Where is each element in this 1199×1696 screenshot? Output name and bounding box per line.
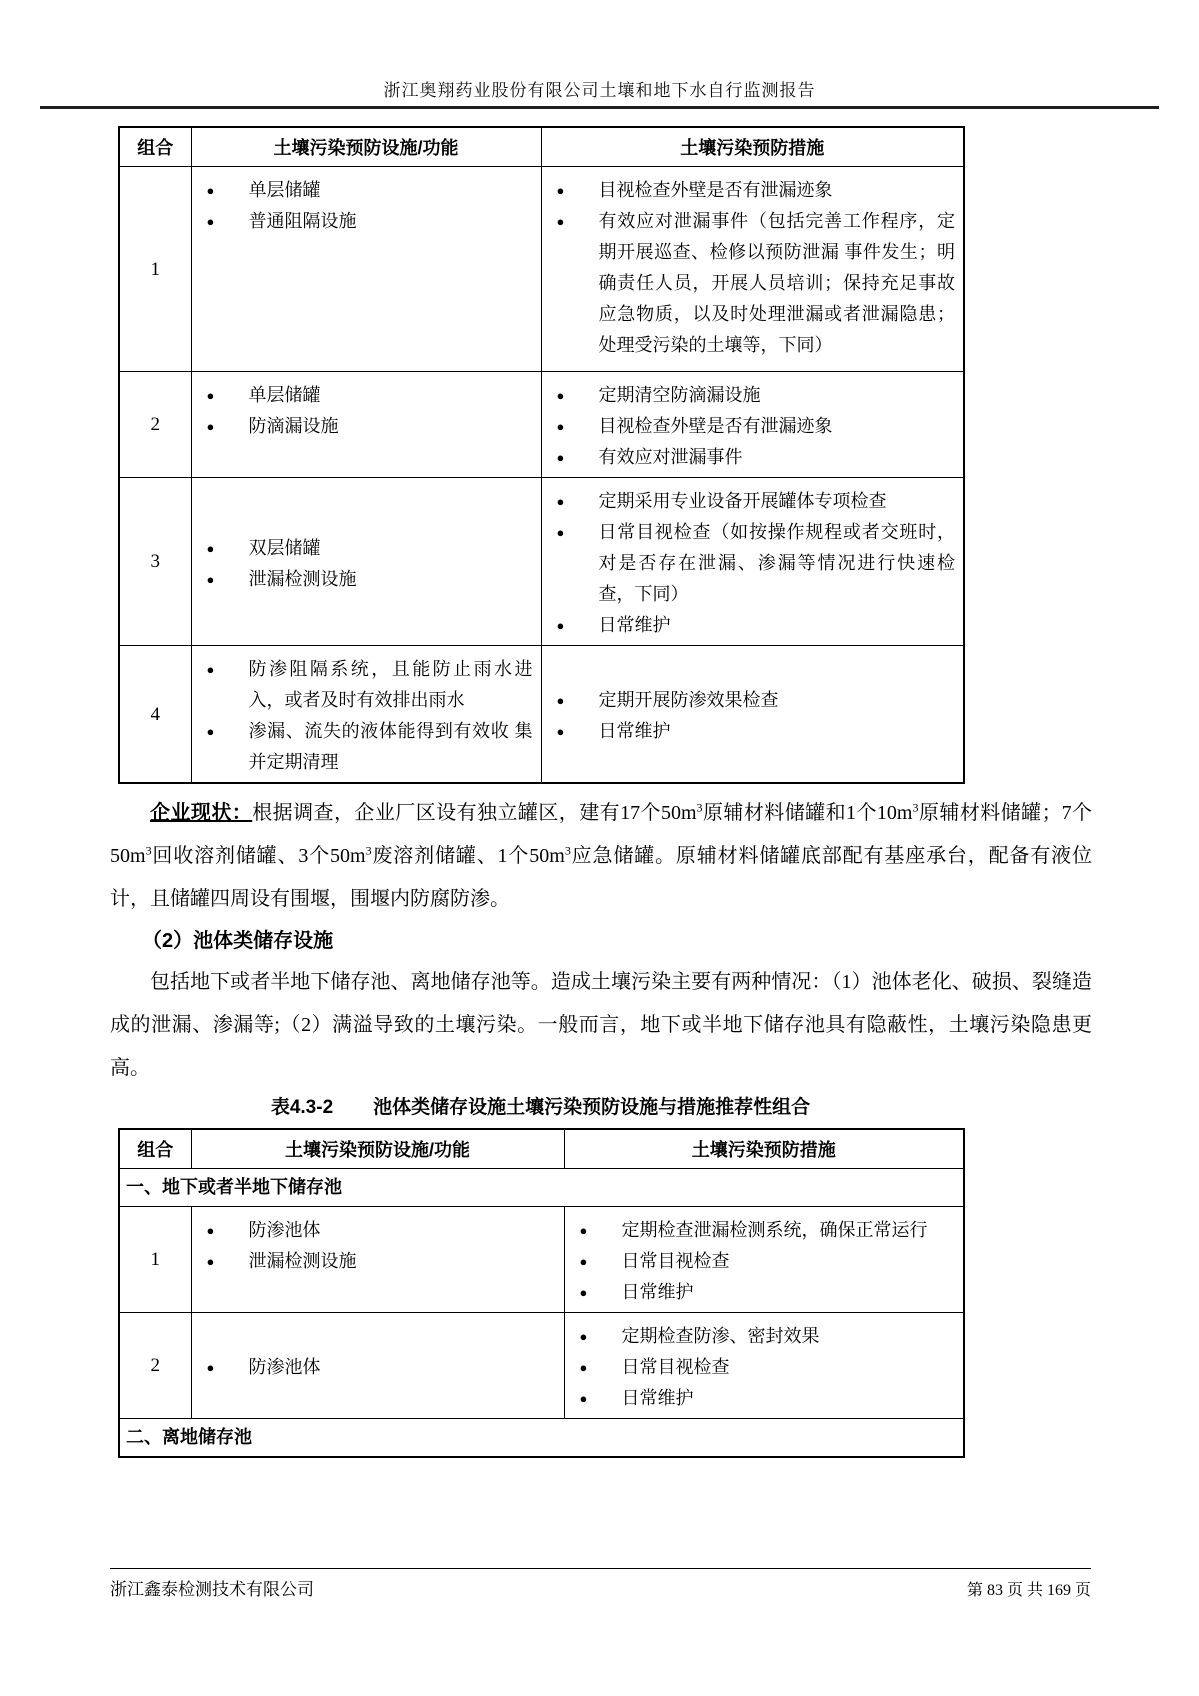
bullet-icon: ● bbox=[579, 1254, 588, 1269]
bullet-icon: ● bbox=[206, 662, 215, 677]
bullet-icon: ● bbox=[556, 525, 565, 540]
measure-cell bbox=[564, 1207, 964, 1313]
superscript-3: 3 bbox=[696, 800, 703, 815]
list-item: ● 防滴漏设施 bbox=[204, 411, 533, 442]
bullet-icon: ● bbox=[579, 1329, 588, 1344]
col-header-combination: 组合 bbox=[119, 127, 191, 167]
superscript-3: 3 bbox=[564, 843, 571, 858]
pool-description-paragraph: 包括地下或者半地下储存池、离地储存池等。造成土壤污染主要有两种情况：（1）池体老化、破损、裂缝造成的泄漏、渗漏等;（2）满溢导致的土壤污染。一般而言，地下或半地下储存池具有隐蔽性，土壤污染隐患更高。 bbox=[110, 971, 1092, 1079]
table-row bbox=[119, 167, 964, 372]
list-item: ● 日常目视检查（如按操作规程或者交班时，对是否存在泄漏、渗漏等情况进行快速检查，下同） bbox=[554, 517, 956, 610]
list-item: ● 泄漏检测设施 bbox=[204, 564, 533, 595]
combination-number: 2 bbox=[119, 372, 191, 478]
measure-cell bbox=[564, 1313, 964, 1419]
table-caption-number: 表4.3-2 bbox=[270, 1097, 334, 1118]
list-item: ● 普通阻隔设施 bbox=[204, 206, 533, 237]
facility-cell bbox=[191, 1207, 564, 1313]
list-item: ● 定期开展防渗效果检查 bbox=[554, 685, 956, 716]
facility-cell bbox=[191, 167, 541, 372]
list-item: ● 双层储罐 bbox=[204, 533, 533, 564]
bullet-icon: ● bbox=[206, 388, 215, 403]
measure-cell bbox=[541, 372, 964, 478]
list-item: ● 日常维护 bbox=[577, 1277, 956, 1308]
facility-cell bbox=[191, 1313, 564, 1419]
bullet-icon: ● bbox=[556, 419, 565, 434]
bullet-icon: ● bbox=[579, 1391, 588, 1406]
pool-prevention-table bbox=[118, 1128, 965, 1458]
list-item: ● 防渗阻隔系统，且能防止雨水进 入，或者及时有效排出雨水 bbox=[204, 654, 533, 716]
table-row bbox=[119, 1207, 964, 1313]
bullet-icon: ● bbox=[579, 1223, 588, 1238]
list-item: ● 单层储罐 bbox=[204, 380, 533, 411]
bullet-icon: ● bbox=[556, 724, 565, 739]
facility-cell bbox=[191, 646, 541, 784]
bullet-icon: ● bbox=[556, 388, 565, 403]
bullet-icon: ● bbox=[579, 1285, 588, 1300]
col-header-facility: 土壤污染预防设施/功能 bbox=[191, 1129, 564, 1169]
table-header-row bbox=[119, 1129, 964, 1169]
list-item: ● 防渗池体 bbox=[204, 1352, 556, 1383]
table-caption bbox=[118, 1094, 963, 1122]
list-item: ● 定期清空防滴漏设施 bbox=[554, 380, 956, 411]
bullet-icon: ● bbox=[206, 183, 215, 198]
footer-company: 浙江鑫泰检测技术有限公司 bbox=[110, 1580, 314, 1599]
section-title-underground: 一、地下或者半地下储存池 bbox=[119, 1169, 964, 1207]
section-row bbox=[119, 1169, 964, 1207]
list-item: ● 定期检查防渗、密封效果 bbox=[577, 1321, 956, 1352]
section-title-aboveground: 二、离地储存池 bbox=[119, 1419, 964, 1458]
list-item: ● 目视检查外壁是否有泄漏迹象 bbox=[554, 411, 956, 442]
list-item: ● 定期检查泄漏检测系统，确保正常运行 bbox=[577, 1215, 956, 1246]
footer-divider bbox=[110, 1568, 1091, 1569]
bullet-icon: ● bbox=[206, 214, 215, 229]
bullet-icon: ● bbox=[556, 183, 565, 198]
combination-number: 3 bbox=[119, 478, 191, 646]
col-header-combination: 组合 bbox=[119, 1129, 191, 1169]
bullet-icon: ● bbox=[556, 618, 565, 633]
superscript-3: 3 bbox=[912, 800, 919, 815]
table-row bbox=[119, 372, 964, 478]
section-heading-pool-storage: （2）池体类储存设施 bbox=[142, 930, 334, 952]
list-item: ● 防渗池体 bbox=[204, 1215, 556, 1246]
list-item: ● 定期采用专业设备开展罐体专项检查 bbox=[554, 486, 956, 517]
table-header-row bbox=[119, 127, 964, 167]
measure-cell bbox=[541, 478, 964, 646]
list-item: ● 日常维护 bbox=[554, 610, 956, 641]
section-row bbox=[119, 1419, 964, 1458]
page-content bbox=[110, 126, 1092, 1458]
bullet-icon: ● bbox=[556, 693, 565, 708]
list-item: ● 目视检查外壁是否有泄漏迹象 bbox=[554, 175, 956, 206]
bullet-icon: ● bbox=[206, 419, 215, 434]
footer-page-number: 第 83 页 共 169 页 bbox=[966, 1582, 1091, 1599]
list-item: ● 日常维护 bbox=[577, 1383, 956, 1414]
paragraph-label: 企业现状： bbox=[150, 802, 253, 824]
list-item: ● 日常目视检查 bbox=[577, 1246, 956, 1277]
enterprise-status-paragraph: 企业现状：根据调查，企业厂区设有独立罐区，建有17个$50m^3$原辅材料储罐和1个$10m^3$原辅材料储罐；7个$50m^3$回收溶剂储罐、3个$50m^3$废溶剂储罐、1个$50m^3$应急储罐。原辅材料储罐底部配有基座承台，配备有液位计，且储罐四周设有围堰，围堰内防腐防渗。 bbox=[110, 800, 1093, 910]
page-footer bbox=[110, 1575, 1091, 1600]
header-divider bbox=[40, 106, 1159, 109]
list-item: ● 单层储罐 bbox=[204, 175, 533, 206]
bullet-icon: ● bbox=[579, 1360, 588, 1375]
list-item: ● 泄漏检测设施 bbox=[204, 1246, 556, 1277]
combination-number: 2 bbox=[119, 1313, 191, 1419]
col-header-facility: 土壤污染预防设施/功能 bbox=[191, 127, 541, 167]
list-item: ● 有效应对泄漏事件 bbox=[554, 442, 956, 473]
list-item: ● 日常目视检查 bbox=[577, 1352, 956, 1383]
bullet-icon: ● bbox=[206, 1360, 215, 1375]
col-header-measure: 土壤污染预防措施 bbox=[564, 1129, 964, 1169]
combination-number: 4 bbox=[119, 646, 191, 784]
list-item: ● 有效应对泄漏事件（包括完善工作程序，定期开展巡查、检修以预防泄漏 事件发生；明确责任人员，开展人员培训；保持充足事故应急物质，以及时处理泄漏或者泄漏隐患；处理受污染的土壤等，下同） bbox=[554, 206, 956, 361]
tank-prevention-table bbox=[118, 126, 965, 784]
table-row bbox=[119, 1313, 964, 1419]
list-item: ● 渗漏、流失的液体能得到有效收 集并定期清理 bbox=[204, 716, 533, 778]
superscript-3: 3 bbox=[145, 843, 152, 858]
page-header-title: 浙江奥翔药业股份有限公司土壤和地下水自行监测报告 bbox=[383, 81, 816, 100]
table-row bbox=[119, 478, 964, 646]
bullet-icon: ● bbox=[556, 450, 565, 465]
bullet-icon: ● bbox=[556, 494, 565, 509]
facility-cell bbox=[191, 478, 541, 646]
table-caption-text: 池体类储存设施土壤污染预防设施与措施推荐性组合 bbox=[373, 1097, 811, 1118]
bullet-icon: ● bbox=[206, 724, 215, 739]
bullet-icon: ● bbox=[206, 1223, 215, 1238]
combination-number: 1 bbox=[119, 1207, 191, 1313]
bullet-icon: ● bbox=[206, 1254, 215, 1269]
bullet-icon: ● bbox=[206, 571, 215, 587]
measure-cell bbox=[541, 167, 964, 372]
combination-number: 1 bbox=[119, 167, 191, 372]
bullet-icon: ● bbox=[206, 540, 215, 556]
bullet-icon: ● bbox=[556, 214, 565, 229]
facility-cell bbox=[191, 372, 541, 478]
table-row bbox=[119, 646, 964, 784]
superscript-3: 3 bbox=[365, 843, 372, 858]
measure-cell bbox=[541, 646, 964, 784]
col-header-measure: 土壤污染预防措施 bbox=[541, 127, 964, 167]
list-item: ● 日常维护 bbox=[554, 716, 956, 747]
